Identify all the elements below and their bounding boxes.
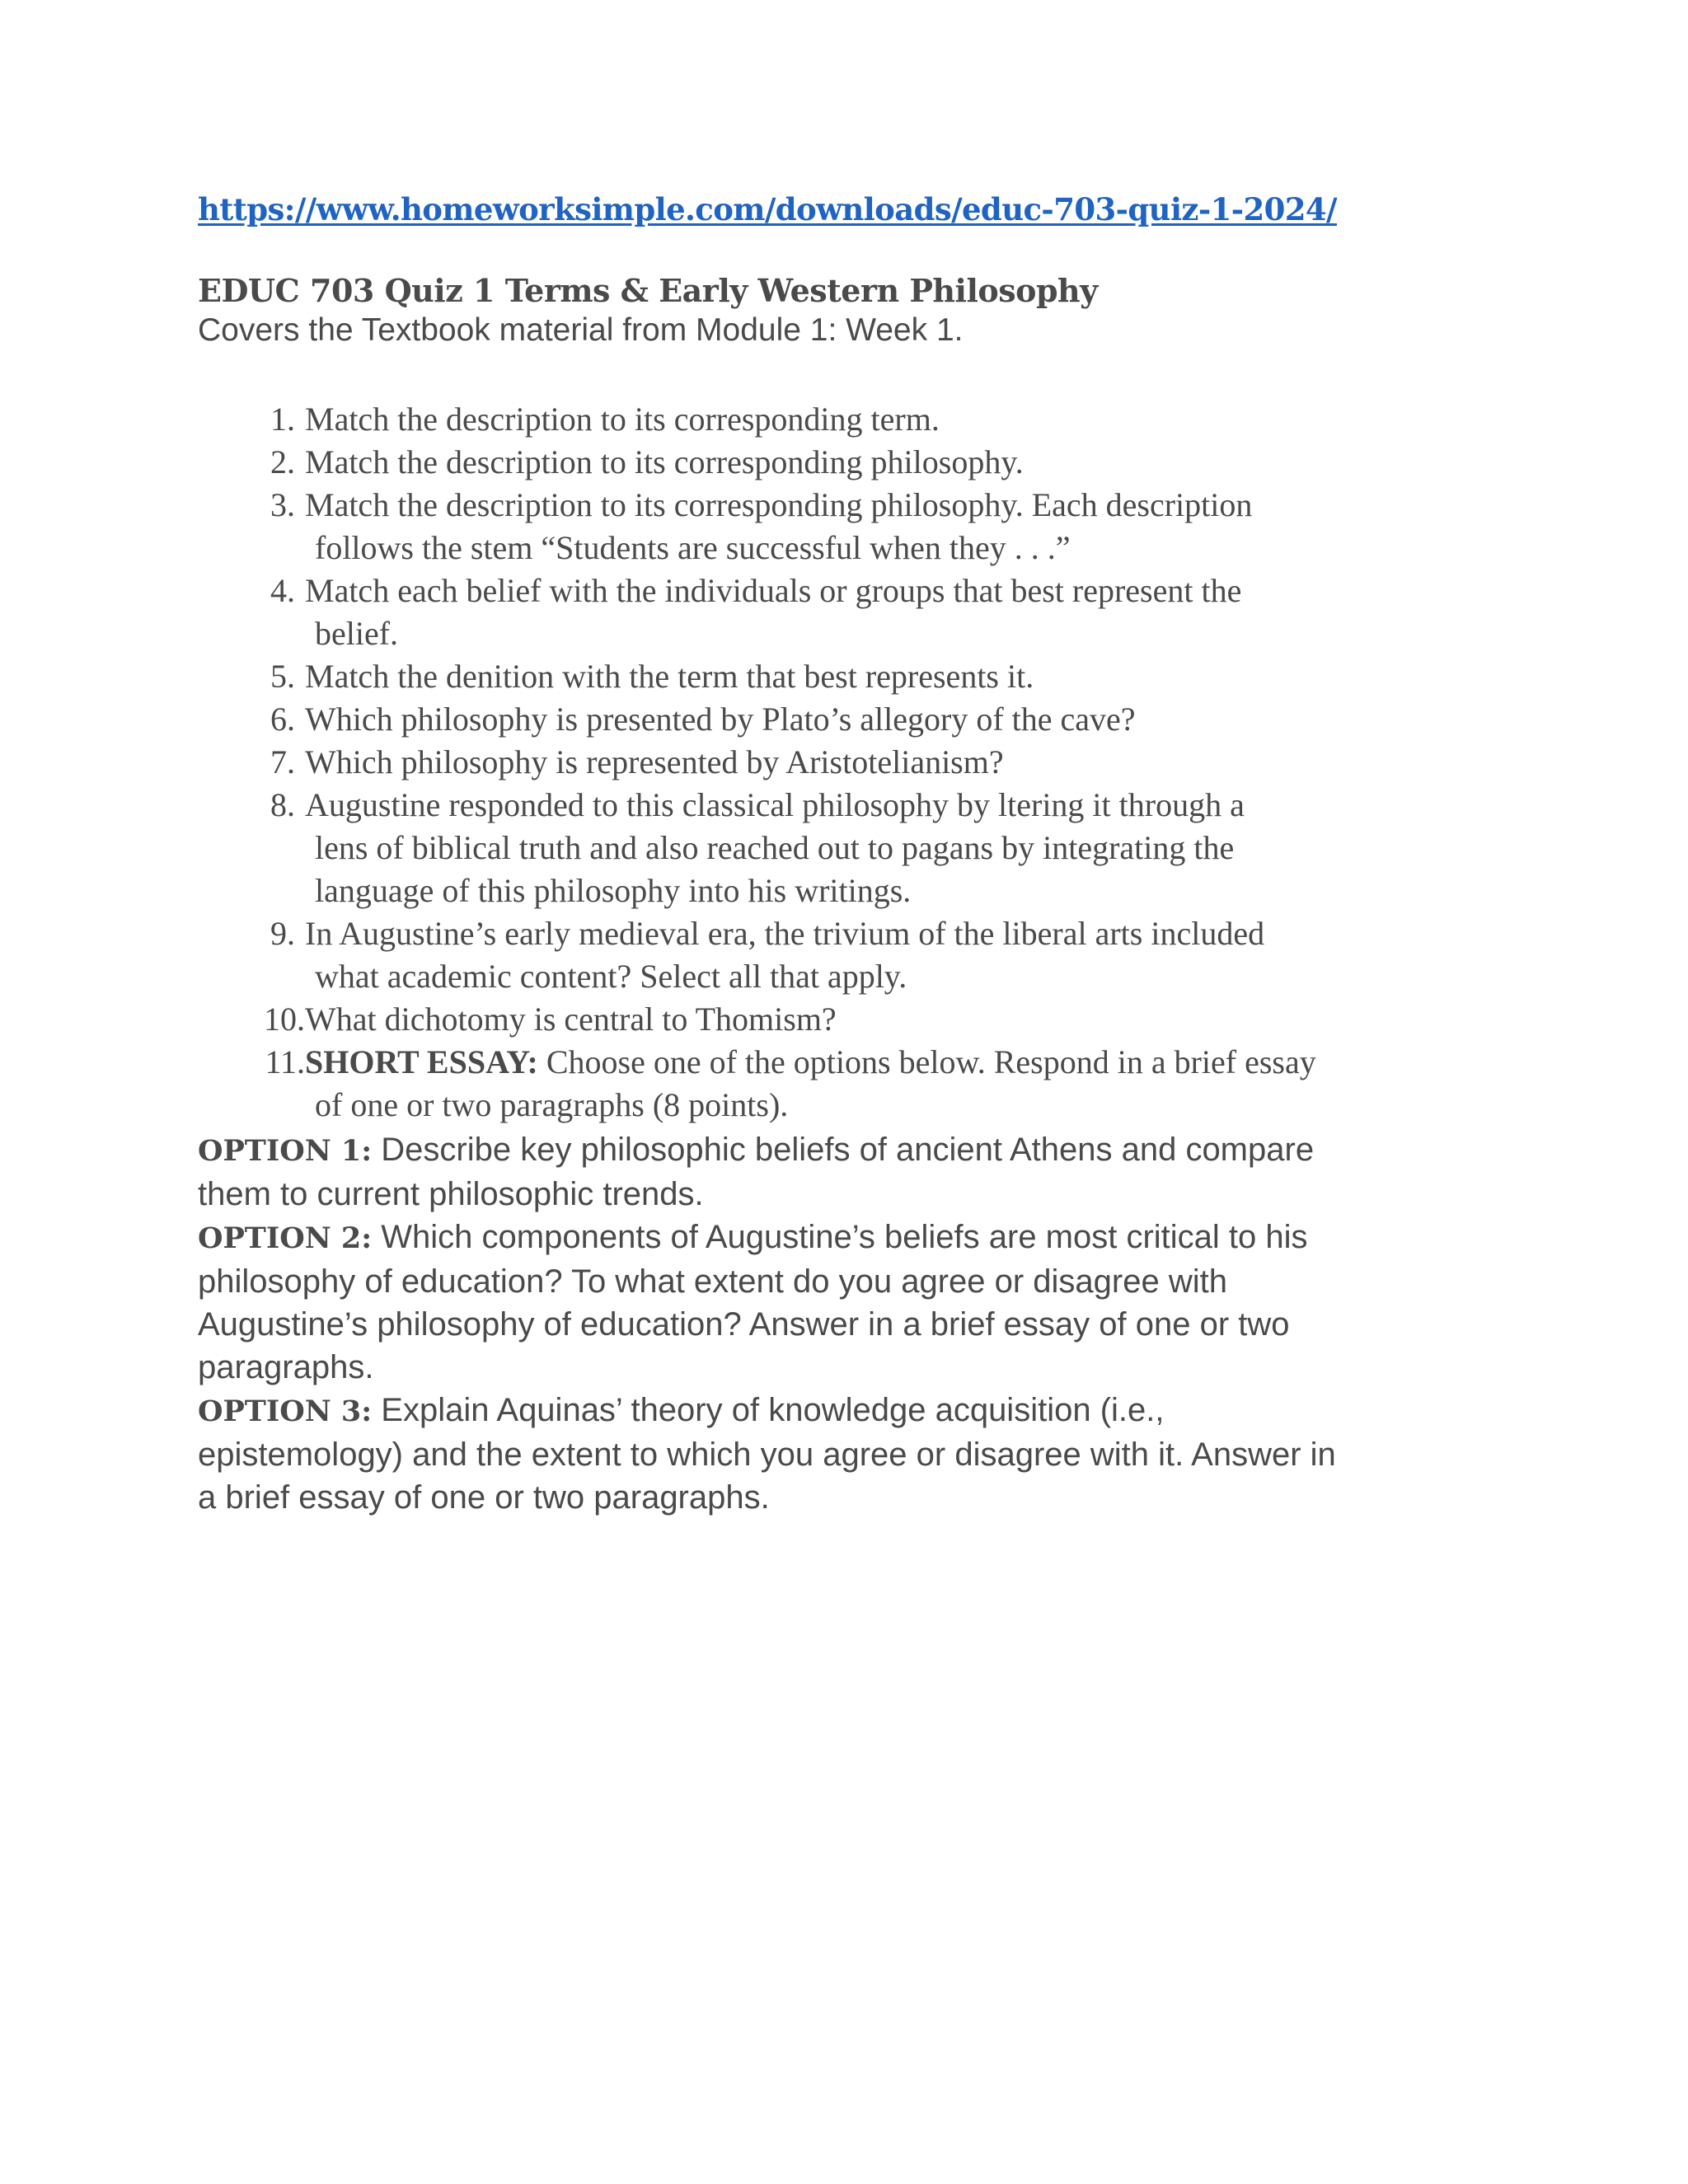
question-item xyxy=(198,784,1500,912)
question-text: What dichotomy is central to Thomism? xyxy=(305,1001,837,1038)
question-item xyxy=(198,569,1500,655)
question-text: Match the denition with the term that best represents it. xyxy=(305,658,1034,695)
question-item xyxy=(198,1041,1500,1127)
option-label: OPTION 1: xyxy=(198,1134,373,1168)
essay-option-2: OPTION 2: Which components of Augustine’s beliefs are most critical to his philosophy of education? To what extent do you agree or disagree with Augustine’s philosophy of education? Answer in a brief essay of one or two paragraphs. xyxy=(198,1219,1308,1385)
essay-options xyxy=(198,1128,1500,1519)
question-text: Match the description to its corresponding term. xyxy=(305,401,940,438)
question-item xyxy=(198,998,1500,1041)
question-text: Match each belief with the individuals or groups that best represent the belief. xyxy=(305,572,1242,652)
question-item xyxy=(198,398,1500,441)
option-label: OPTION 3: xyxy=(198,1394,373,1428)
question-number: 1. xyxy=(270,401,295,438)
question-number: 8. xyxy=(270,786,295,823)
question-number: 7. xyxy=(270,743,295,780)
question-text: Match the description to its corresponding philosophy. Each description follows the stem “Students are successful when they . . .” xyxy=(305,486,1253,566)
question-item xyxy=(198,441,1500,484)
question-number: 6. xyxy=(270,701,295,738)
short-essay-label: SHORT ESSAY: xyxy=(305,1043,538,1080)
question-text: In Augustine’s early medieval era, the trivium of the liberal arts included what academic content? Select all that apply. xyxy=(305,915,1265,995)
question-text: SHORT ESSAY: Choose one of the options below. Respond in a brief essay of one or two paragraphs (8 points). xyxy=(305,1043,1316,1123)
question-text: Which philosophy is represented by Aristotelianism? xyxy=(305,743,1004,780)
essay-option-3: OPTION 3: Explain Aquinas’ theory of knowledge acquisition (i.e., epistemology) and the extent to which you agree or disagree with it. Answer in a brief essay of one or two paragraphs. xyxy=(198,1392,1336,1516)
question-number: 4. xyxy=(270,572,295,609)
question-number: 10. xyxy=(264,1001,305,1038)
question-item xyxy=(198,698,1500,741)
question-number: 3. xyxy=(270,486,295,523)
question-number: 5. xyxy=(270,658,295,695)
source-link[interactable]: https://www.homeworksimple.com/downloads/educ-703-quiz-1-2024/ xyxy=(198,191,1337,227)
document-title: EDUC 703 Quiz 1 Terms & Early Western Philosophy xyxy=(198,272,1098,309)
document-subtitle: Covers the Textbook material from Module 1: Week 1. xyxy=(198,312,964,348)
question-text: Match the description to its corresponding philosophy. xyxy=(305,443,1024,480)
essay-option-1: OPTION 1: Describe key philosophic beliefs of ancient Athens and compare them to current philosophic trends. xyxy=(198,1132,1315,1212)
question-number: 11. xyxy=(265,1043,305,1080)
question-text: Which philosophy is presented by Plato’s allegory of the cave? xyxy=(305,701,1136,738)
document-page xyxy=(198,191,1500,1519)
question-text: Augustine responded to this classical philosophy by ltering it through a lens of biblical truth and also reached out to pagans by integrating the language of this philosophy into his writings. xyxy=(305,786,1245,909)
question-item xyxy=(198,655,1500,698)
question-number: 2. xyxy=(270,443,295,480)
option-label: OPTION 2: xyxy=(198,1221,373,1255)
question-item xyxy=(198,912,1500,998)
question-item xyxy=(198,484,1500,569)
question-item xyxy=(198,741,1500,784)
question-list xyxy=(198,398,1500,1127)
question-number: 9. xyxy=(270,915,295,952)
